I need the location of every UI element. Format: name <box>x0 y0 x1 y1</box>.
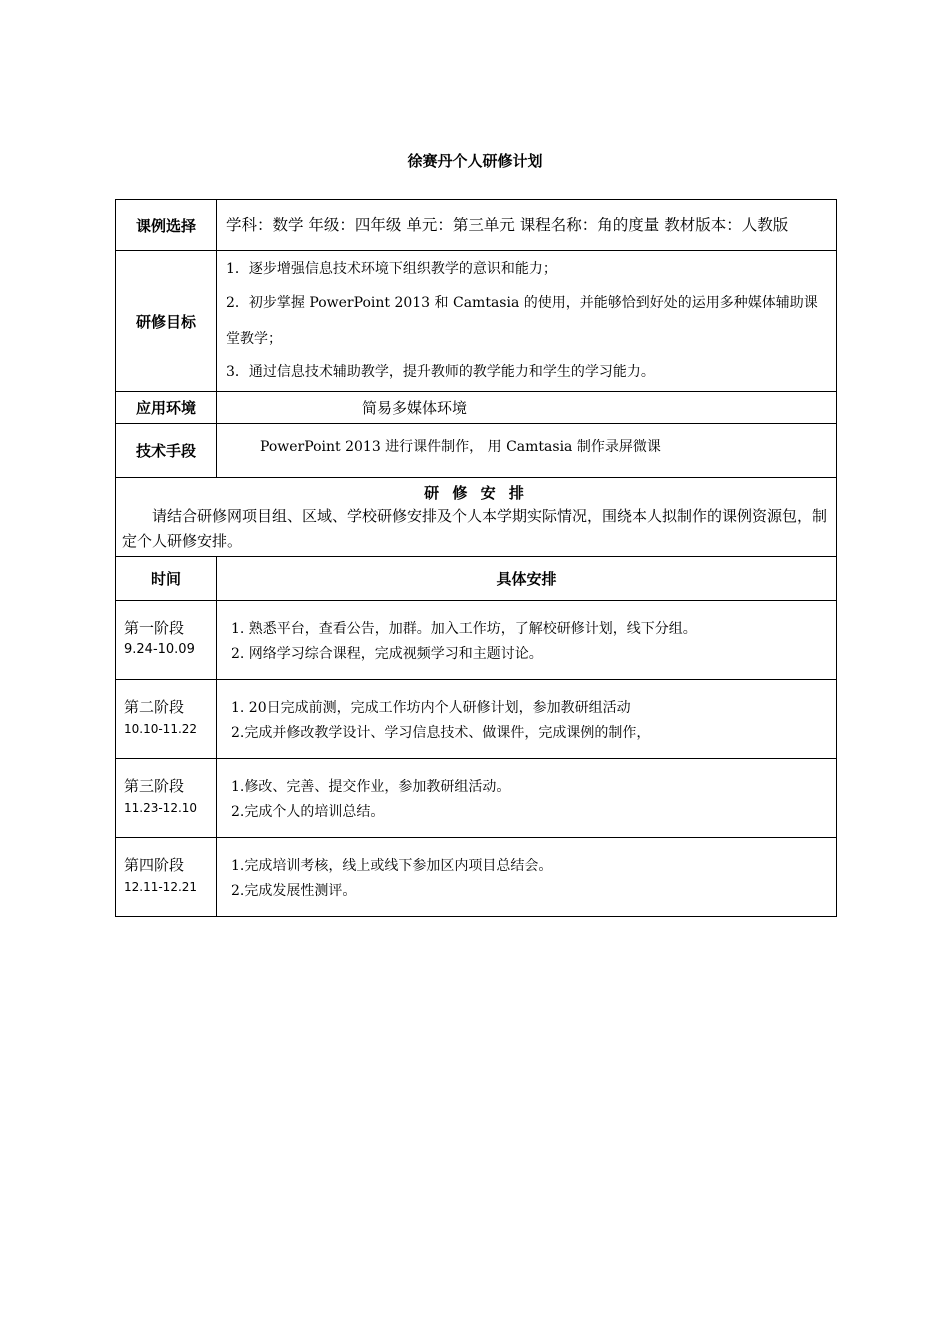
stage-tasks <box>217 680 837 759</box>
stage-task: 1.修改、完善、提交作业，参加教研组活动。 <box>231 779 511 795</box>
stage-task: 2.完成发展性测评。 <box>231 883 357 899</box>
time-column-header: 时间 <box>116 557 217 601</box>
goal-item-3: 3．通过信息技术辅助教学，提升教师的教学能力和学生的学习能力。 <box>226 364 655 380</box>
arrangement-header-row <box>116 478 837 557</box>
goals-label: 研修目标 <box>116 251 217 392</box>
stage-name: 第三阶段 <box>124 777 185 795</box>
schedule-column-header-row <box>116 557 837 601</box>
stage-row <box>116 759 837 838</box>
stage-task: 1.完成培训考核，线上或线下参加区内项目总结会。 <box>231 858 553 874</box>
course-selection-value: 学科：数学 年级：四年级 单元：第三单元 课程名称：角的度量 教材版本：人教版 <box>217 200 837 251</box>
arrangement-header <box>116 478 837 557</box>
stage-task: 1. 熟悉平台，查看公告，加群。加入工作坊，了解校研修计划，线下分组。 <box>231 621 697 637</box>
arrangement-title: 研 修 安 排 <box>424 484 528 502</box>
stage-date: 12.11-12.21 <box>124 880 198 894</box>
stage-date: 11.23-12.10 <box>124 801 198 815</box>
arrangement-description: 请结合研修网项目组、区域、学校研修安排及个人本学期实际情况，围绕本人拟制作的课例资源包，制定个人研修安排。 <box>122 507 828 550</box>
stage-task: 2. 网络学习综合课程，完成视频学习和主题讨论。 <box>231 646 543 662</box>
goal-item-1: 1．逐步增强信息技术环境下组织教学的意识和能力； <box>226 261 557 277</box>
stage-row <box>116 838 837 917</box>
environment-value: 简易多媒体环境 <box>217 392 837 424</box>
stage-name: 第二阶段 <box>124 698 185 716</box>
goals-value <box>217 251 837 392</box>
technique-row <box>116 424 837 478</box>
stage-tasks <box>217 838 837 917</box>
stage-cell <box>116 680 217 759</box>
environment-label: 应用环境 <box>116 392 217 424</box>
goals-row <box>116 251 837 392</box>
stage-cell <box>116 601 217 680</box>
stage-tasks <box>217 601 837 680</box>
stage-cell <box>116 759 217 838</box>
document-title: 徐赛丹个人研修计划 <box>407 152 543 170</box>
detail-column-header: 具体安排 <box>217 557 837 601</box>
stage-name: 第一阶段 <box>124 619 185 637</box>
stage-task: 1. 20日完成前测，完成工作坊内个人研修计划，参加教研组活动 <box>231 700 631 716</box>
stage-row <box>116 601 837 680</box>
stage-task: 2.完成并修改教学设计、学习信息技术、做课件，完成课例的制作， <box>231 725 651 741</box>
goal-item-2: 2．初步掌握 PowerPoint 2013 和 Camtasia 的使用，并能够恰到好处的运用多种媒体辅助课堂教学； <box>226 295 818 347</box>
technique-label: 技术手段 <box>116 424 217 478</box>
stage-date: 10.10-11.22 <box>124 722 198 736</box>
stage-tasks <box>217 759 837 838</box>
stage-task: 2.完成个人的培训总结。 <box>231 804 385 820</box>
course-selection-row <box>116 200 837 251</box>
stage-name: 第四阶段 <box>124 856 185 874</box>
research-plan-table <box>115 199 837 917</box>
course-selection-label: 课例选择 <box>116 200 217 251</box>
stage-cell <box>116 838 217 917</box>
stage-row <box>116 680 837 759</box>
stage-date: 9.24-10.09 <box>124 642 195 657</box>
environment-row <box>116 392 837 424</box>
technique-value: PowerPoint 2013 进行课件制作， 用 Camtasia 制作录屏微课 <box>217 424 837 478</box>
